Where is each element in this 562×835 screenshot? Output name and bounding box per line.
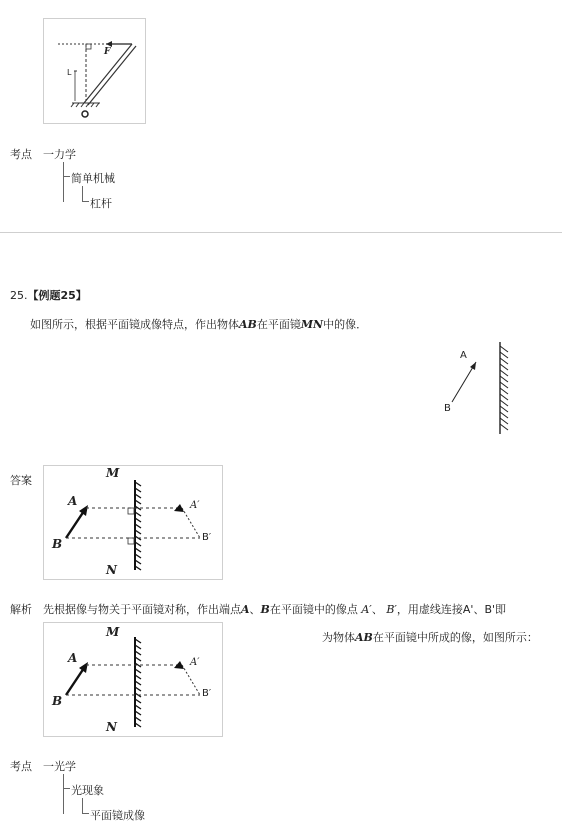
- question-text: 如图所示，根据平面镜成像特点，作出物体AB在平面镜MN中的像．: [30, 318, 368, 331]
- section-divider: [0, 232, 562, 233]
- question-point-a: A: [460, 350, 467, 361]
- tree-2-vline: [63, 774, 64, 814]
- answer-label: 答案: [10, 474, 32, 487]
- question-point-b: B: [444, 403, 451, 414]
- answer-label-n: N: [106, 563, 117, 577]
- analysis-label-b-img: B′: [202, 688, 212, 699]
- kaodian-2-root[interactable]: 一光学: [43, 760, 76, 773]
- tree-1-vline-2: [82, 186, 83, 202]
- question-number: 25.: [10, 289, 28, 302]
- question-diagram: [430, 340, 520, 440]
- kaodian-2-grandchild[interactable]: 平面镜成像: [90, 809, 145, 822]
- analysis-label-a: A: [68, 651, 78, 665]
- tree-2-vline-2: [82, 798, 83, 814]
- answer-label-a-img: A′: [190, 500, 200, 511]
- kaodian-1-label: 考点: [10, 148, 32, 161]
- answer-label-b: B: [52, 537, 63, 551]
- analysis-figure: [43, 622, 223, 737]
- tree-1-vline: [63, 162, 64, 202]
- kaodian-1-root[interactable]: 一力学: [43, 148, 76, 161]
- lever-figure: [43, 18, 146, 124]
- kaodian-1-child[interactable]: 简单机械: [71, 172, 115, 185]
- tree-2-hline-2: [82, 813, 89, 814]
- kaodian-2-child[interactable]: 光现象: [71, 784, 104, 797]
- analysis-label-b: B: [52, 694, 63, 708]
- question-header: [10, 287, 87, 303]
- analysis-line-1: 先根据像与物关于平面镜对称，作出端点A、B在平面镜中的像点 A′、 B′，用虚线连接A'、B'即: [43, 603, 507, 616]
- question-title: 【例题25】: [27, 289, 87, 302]
- answer-diagram: [44, 466, 222, 579]
- analysis-line-2: 为物体AB在平面镜中所成的像，如图所示：: [322, 631, 538, 644]
- answer-label-a: A: [68, 494, 78, 508]
- length-label: L: [67, 68, 72, 77]
- tree-2-hline-1: [63, 788, 70, 789]
- analysis-diagram: [44, 623, 222, 736]
- answer-figure: [43, 465, 223, 580]
- tree-1-hline-1: [63, 176, 70, 177]
- analysis-label: 解析: [10, 603, 32, 616]
- answer-label-m: M: [106, 466, 120, 480]
- kaodian-1-grandchild[interactable]: 杠杆: [90, 197, 112, 210]
- analysis-label-n: N: [106, 720, 117, 734]
- answer-label-b-img: B′: [202, 532, 212, 543]
- analysis-label-m: M: [106, 625, 120, 639]
- lever-diagram: [44, 19, 145, 123]
- kaodian-2-label: 考点: [10, 760, 32, 773]
- question-figure: [430, 340, 520, 440]
- force-label: F: [104, 47, 111, 57]
- analysis-label-a-img: A′: [190, 657, 200, 668]
- tree-1-hline-2: [82, 201, 89, 202]
